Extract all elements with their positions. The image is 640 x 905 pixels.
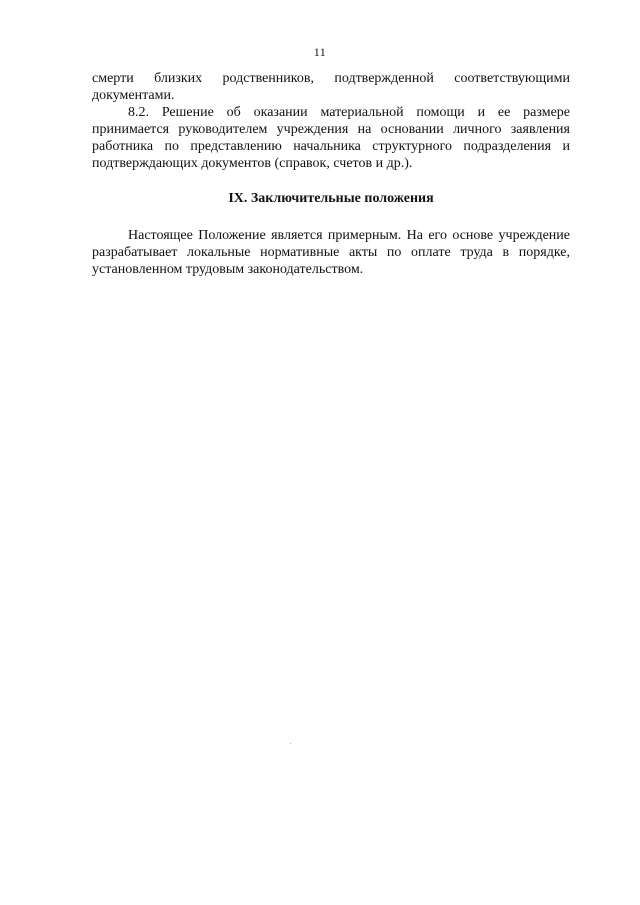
paragraph-final-provisions: Настоящее Положение является примерным. На его основе учреждение разрабатывает локальные нормативные акты по оплате труда в порядке, установленном трудовым законодательством.	[92, 228, 570, 277]
paragraph-8-2: 8.2. Решение об оказании материальной помощи и ее размере принимается руководителем учреждения на основании личного заявления работника по представлению начальника структурного подразделения и подтверждающих документов (справок, счетов и др.).	[92, 105, 570, 171]
page-content	[92, 70, 570, 278]
scan-speck	[290, 743, 291, 744]
paragraph-continuation: смерти близких родственников, подтвержденной соответствующими документами.	[92, 71, 570, 103]
page-number: 11	[313, 45, 327, 59]
section-heading: IX. Заключительные положения	[228, 191, 434, 206]
